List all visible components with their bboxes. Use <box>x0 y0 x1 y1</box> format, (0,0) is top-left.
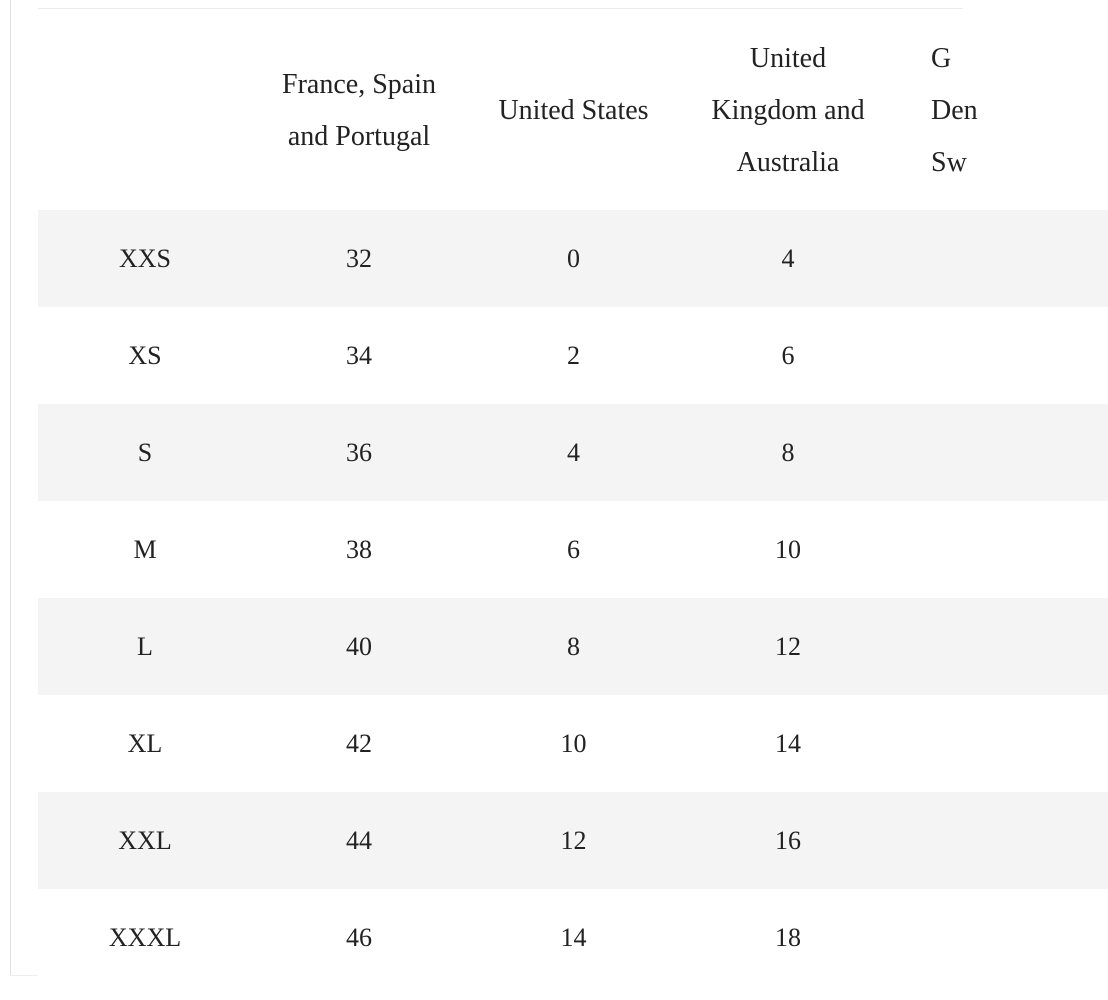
header-uk-australia: United Kingdom and Australia <box>711 43 865 178</box>
cell-size: XXXL <box>108 922 182 952</box>
table-row <box>38 307 1108 404</box>
cell-uk-australia: 6 <box>781 340 795 370</box>
cell-united-states: 0 <box>567 243 580 273</box>
left-border <box>10 0 11 975</box>
cell-size: XXL <box>118 825 172 855</box>
cell-united-states: 2 <box>567 340 580 370</box>
cell-uk-australia: 14 <box>775 728 801 758</box>
cell-united-states: 8 <box>567 631 580 661</box>
cell-size: S <box>137 437 153 467</box>
table-row <box>38 210 1108 307</box>
cell-united-states: 10 <box>560 728 587 758</box>
cell-uk-australia: 16 <box>775 825 801 855</box>
cell-size: XXS <box>118 243 171 273</box>
table-body <box>38 210 1108 986</box>
header-united-states: United States <box>498 95 649 126</box>
cell-partial <box>895 210 1108 307</box>
cell-partial <box>895 792 1108 889</box>
table-row <box>38 501 1108 598</box>
cell-united-states: 14 <box>560 922 587 952</box>
cell-france-spain-portugal: 44 <box>346 825 372 855</box>
table-row <box>38 792 1108 889</box>
top-divider <box>38 8 963 9</box>
cell-partial <box>895 501 1108 598</box>
header-france-spain-portugal: France, Spain and Portugal <box>282 69 436 152</box>
table-row <box>38 404 1108 501</box>
table-row <box>38 695 1108 792</box>
cell-france-spain-portugal: 34 <box>346 340 372 370</box>
size-conversion-table <box>38 12 1108 986</box>
cell-united-states: 6 <box>567 534 580 564</box>
table-scroll-area[interactable] <box>38 12 978 976</box>
cell-uk-australia: 18 <box>775 922 801 952</box>
cell-uk-australia: 8 <box>781 437 795 467</box>
cell-partial <box>895 889 1108 986</box>
header-size-blank <box>38 12 252 210</box>
cell-partial <box>895 598 1108 695</box>
cell-united-states: 4 <box>567 437 580 467</box>
cell-size: L <box>137 631 153 661</box>
cell-size: M <box>133 534 157 564</box>
cell-partial <box>895 404 1108 501</box>
cell-size: XL <box>127 728 163 758</box>
cell-france-spain-portugal: 32 <box>346 243 372 273</box>
header-partial-column: G Den Sw <box>931 43 978 178</box>
cell-partial <box>895 307 1108 404</box>
cell-france-spain-portugal: 38 <box>346 534 372 564</box>
cell-uk-australia: 10 <box>775 534 801 564</box>
cell-united-states: 12 <box>560 825 587 855</box>
table-row <box>38 598 1108 695</box>
header-row <box>38 12 1108 210</box>
cell-uk-australia: 12 <box>775 631 801 661</box>
table-row <box>38 889 1108 986</box>
cell-france-spain-portugal: 40 <box>346 631 372 661</box>
cell-uk-australia: 4 <box>781 243 795 273</box>
cell-size: XS <box>128 340 162 370</box>
cell-france-spain-portugal: 46 <box>346 922 372 952</box>
cell-partial <box>895 695 1108 792</box>
cell-france-spain-portugal: 36 <box>346 437 372 467</box>
cell-france-spain-portugal: 42 <box>346 728 372 758</box>
